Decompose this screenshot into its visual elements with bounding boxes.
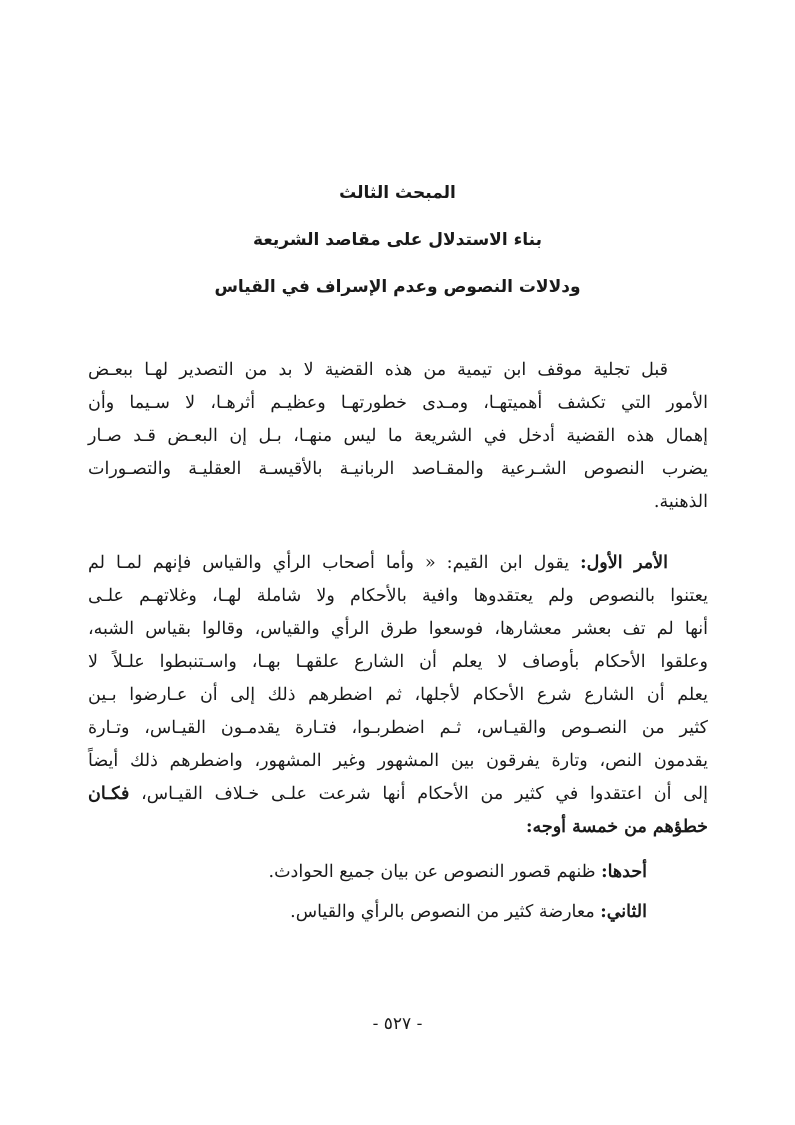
title-line-1: بناء الاستدلال على مقاصد الشريعة — [253, 230, 542, 250]
text-line: يقدمون النص، وتارة يفرقون بين المشهور وغير المشهور، واضطرهم ذلك أيضاً — [88, 751, 708, 771]
text-line — [88, 548, 668, 578]
page-number: - ٥٢٧ - — [372, 1014, 423, 1034]
text-line: قبل تجلية موقف ابن تيمية من هذه القضية لا بد من التصدير لهـا ببعـض — [88, 360, 668, 380]
text-line: وعلقوا الأحكام بأوصاف لا يعلم أن الشارع علقهـا بهـا، واسـتنبطوا علـلاً لا — [88, 652, 708, 672]
item-label: أحدها: — [601, 862, 647, 882]
text-span: إلى أن اعتقدوا في كثير من الأحكام أنها شرعت علـى خـلاف القيـاس، — [129, 784, 708, 804]
list-item — [290, 897, 647, 927]
title-line-2: ودلالات النصوص وعدم الإسراف في القياس — [214, 277, 581, 297]
text-line: الذهنية. — [653, 492, 708, 512]
lead-term: الأمر الأول: — [580, 553, 668, 573]
bold-span: خطؤهم من خمسة أوجه: — [526, 817, 708, 837]
text-line: يعلم أن الشارع شرع الأحكام لأجلها، ثم اضطرهم ذلك إلى أن عـارضوا بـين — [88, 685, 708, 705]
text-line: يضرب النصوص الشـرعية والمقـاصد الربانيـة بالأقيسـة العقليـة والتصـورات — [88, 459, 708, 479]
text-line: إهمال هذه القضية أدخل في الشريعة ما ليس منهـا، بـل إن البعـض قـد صـار — [88, 426, 708, 446]
list-item — [269, 857, 648, 887]
section-heading: المبحث الثالث — [339, 183, 456, 203]
text-line: الأمور التي تكشف أهميتهـا، ومـدى خطورتهـا وعظيـم أثرهـا، لا سـيما وأن — [88, 393, 708, 413]
text-line: كثير من النصـوص والقيـاس، ثـم اضطربـوا، فتـارة يقدمـون القيـاس، وتـارة — [88, 718, 708, 738]
text-line: أنها لم تف بعشر معشارها، فوسعوا طرق الرأي والقياس، وقالوا بقياس الشبه، — [88, 619, 708, 639]
item-text: معارضة كثير من النصوص بالرأي والقياس. — [290, 902, 601, 922]
text-line — [88, 812, 708, 842]
text-line: يعتنوا بالنصوص ولم يعتقدوها وافية بالأحكام ولا شاملة لهـا، وغلاتهـم علـى — [88, 586, 708, 606]
bold-span: فكـان — [88, 784, 130, 804]
item-label: الثاني: — [600, 902, 647, 922]
text-line — [88, 779, 708, 809]
text-span: يقول ابن القيم: « وأما أصحاب الرأي والقياس فإنهم لمـا لم — [88, 553, 581, 573]
item-text: ظنهم قصور النصوص عن بيان جميع الحوادث. — [268, 862, 602, 882]
